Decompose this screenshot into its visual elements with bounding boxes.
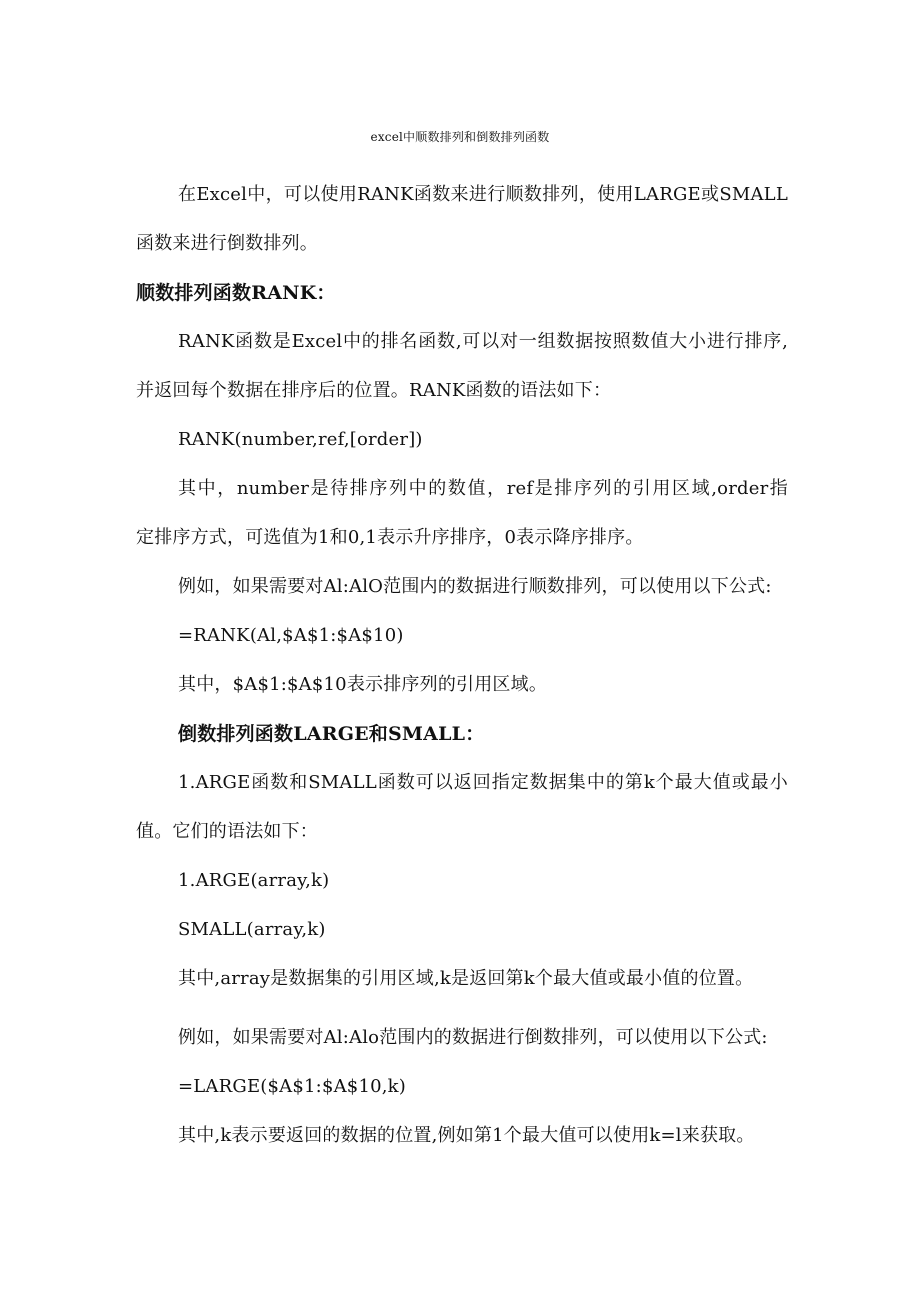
rank-params-line-2: 定排序方式，可选值为1和0,1表示升序排序，0表示降序排序。 bbox=[136, 527, 644, 548]
rank-example: 例如，如果需要对Al:AlO范围内的数据进行顺数排列，可以使用以下公式: bbox=[178, 576, 772, 597]
large-example: 例如，如果需要对Al:Alo范围内的数据进行倒数排列，可以使用以下公式: bbox=[178, 1027, 768, 1048]
large-small-paragraph-line-1: 1.ARGE函数和SMALL函数可以返回指定数据集中的第k个最大值或最小 bbox=[178, 772, 788, 793]
section-heading-large-small: 倒数排列函数LARGE和SMALL： bbox=[178, 723, 485, 745]
large-small-paragraph-line-2: 值。它们的语法如下： bbox=[136, 821, 318, 842]
rank-paragraph-line-2: 并返回每个数据在排序后的位置。RANK函数的语法如下： bbox=[136, 380, 612, 401]
rank-note: 其中，$A$1:$A$10表示排序列的引用区域。 bbox=[178, 674, 548, 695]
large-final-note: 其中,k表示要返回的数据的位置,例如第1个最大值可以使用k=l来获取。 bbox=[178, 1125, 755, 1146]
large-small-note: 其中,array是数据集的引用区域,k是返回第k个最大值或最小值的位置。 bbox=[178, 968, 754, 989]
large-syntax: 1.ARGE(array,k) bbox=[178, 870, 330, 891]
rank-syntax: RANK(number,ref,[order]) bbox=[178, 429, 423, 450]
intro-line-2: 函数来进行倒数排列。 bbox=[136, 233, 318, 254]
rank-params-line-1: 其中，number是待排序列中的数值，ref是排序列的引用区域,order指 bbox=[178, 478, 788, 499]
section-heading-rank: 顺数排列函数RANK： bbox=[136, 282, 336, 304]
rank-paragraph-line-1: RANK函数是Excel中的排名函数,可以对一组数据按照数值大小进行排序, bbox=[178, 331, 788, 352]
rank-formula: =RANK(Al,$A$1:$A$10) bbox=[178, 625, 404, 646]
large-formula: =LARGE($A$1:$A$10,k) bbox=[178, 1076, 407, 1097]
intro-line-1: 在Excel中，可以使用RANK函数来进行顺数排列，使用LARGE或SMALL bbox=[178, 184, 788, 205]
small-syntax: SMALL(array,k) bbox=[178, 919, 326, 940]
document-title: excel中顺数排列和倒数排列函数 bbox=[370, 130, 550, 144]
